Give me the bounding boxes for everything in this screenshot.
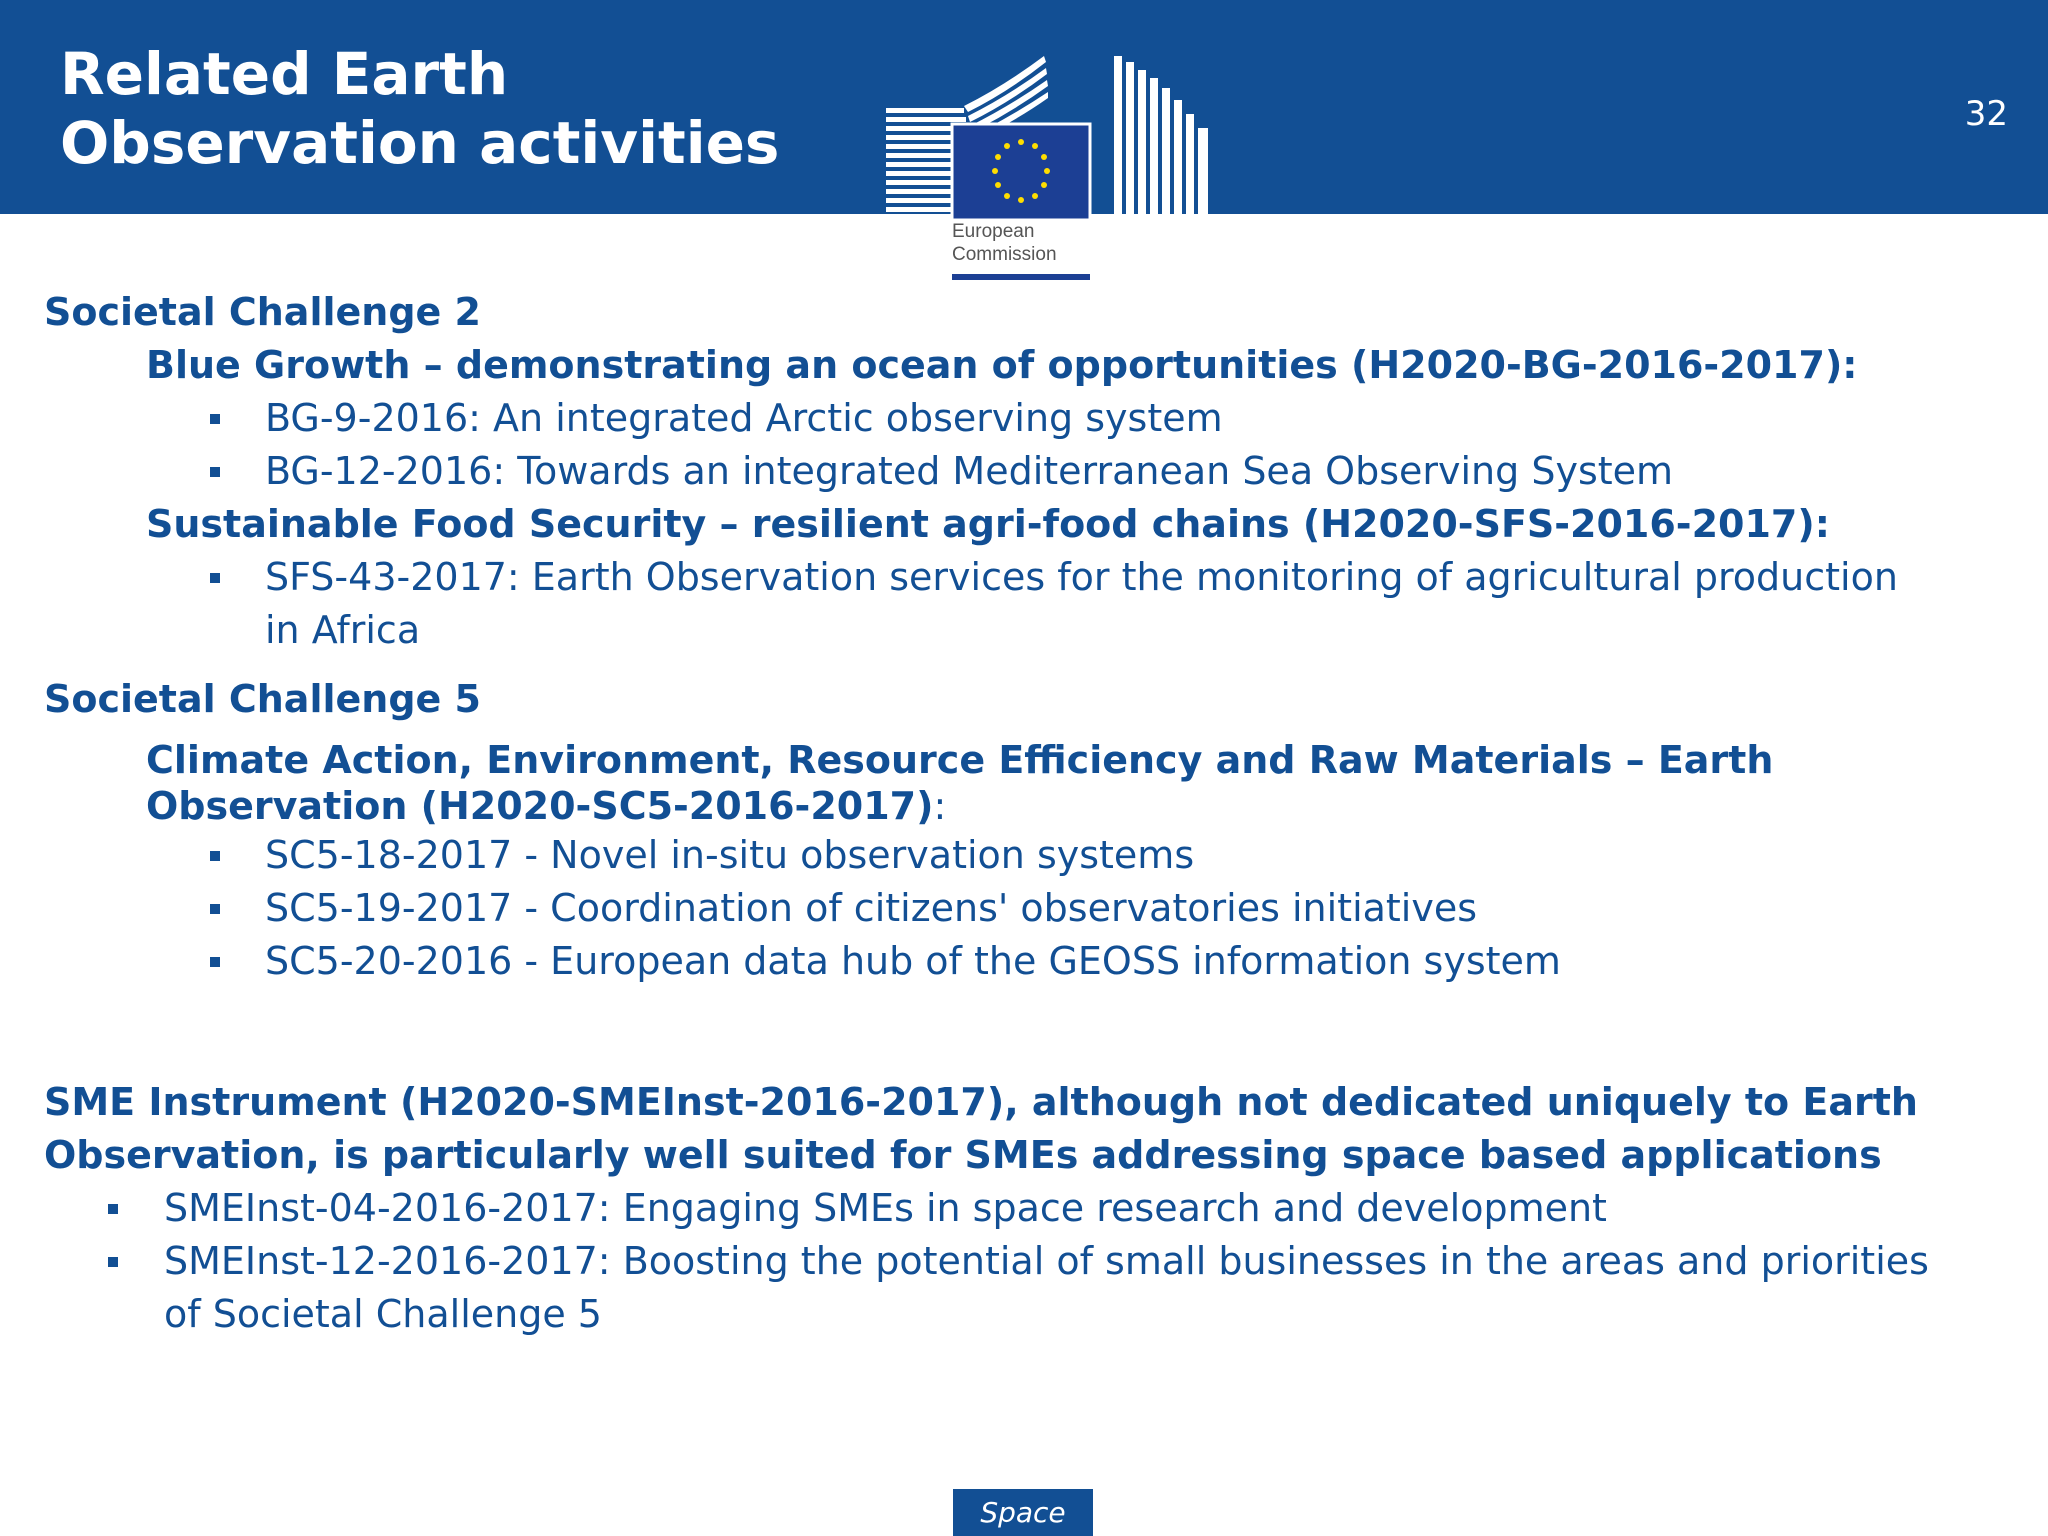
heading-sustainable-food-security: Sustainable Food Security – resilient agri-food chains (H2020-SFS-2016-2017): bbox=[146, 502, 1830, 546]
logo-text-european: European bbox=[952, 221, 1035, 242]
footer-space-tag: Space bbox=[953, 1489, 1093, 1536]
heading-societal-challenge-5: Societal Challenge 5 bbox=[44, 677, 481, 721]
heading-climate-action-text: Observation (H2020-SC5-2016-2017) bbox=[146, 784, 934, 828]
heading-blue-growth: Blue Growth – demonstrating an ocean of opportunities (H2020-BG-2016-2017): bbox=[146, 343, 1858, 387]
list-item-sfs-43: SFS-43-2017: Earth Observation services for the monitoring of agricultural production bbox=[265, 551, 1898, 604]
list-item-sc5-19: SC5-19-2017 - Coordination of citizens' observatories initiatives bbox=[265, 882, 1477, 935]
heading-climate-action-colon: : bbox=[933, 784, 947, 828]
list-item-smeinst-12: SMEInst-12-2016-2017: Boosting the potential of small businesses in the areas and priorities bbox=[164, 1235, 1929, 1288]
heading-sme-instrument-line-1: SME Instrument (H2020-SMEInst-2016-2017), although not dedicated uniquely to Earth bbox=[44, 1080, 1918, 1124]
heading-climate-action-line-1: Climate Action, Environment, Resource Efficiency and Raw Materials – Earth bbox=[146, 738, 1774, 782]
title-line-2: Observation activities bbox=[60, 109, 780, 177]
list-item-bg-12: BG-12-2016: Towards an integrated Mediterranean Sea Observing System bbox=[265, 445, 1673, 498]
list-item-smeinst-12-continued: of Societal Challenge 5 bbox=[164, 1292, 602, 1336]
logo-text-commission: Commission bbox=[952, 244, 1057, 265]
list-item-bg-9: BG-9-2016: An integrated Arctic observing system bbox=[265, 392, 1223, 445]
title-line-1: Related Earth bbox=[60, 40, 509, 108]
list-item-smeinst-04: SMEInst-04-2016-2017: Engaging SMEs in space research and development bbox=[164, 1182, 1607, 1235]
list-item-sc5-20: SC5-20-2016 - European data hub of the GEOSS information system bbox=[265, 935, 1561, 988]
heading-sme-instrument-line-2: Observation, is particularly well suited for SMEs addressing space based applications bbox=[44, 1133, 1882, 1177]
heading-societal-challenge-2: Societal Challenge 2 bbox=[44, 290, 481, 334]
list-item-sfs-43-continued: in Africa bbox=[265, 608, 421, 652]
heading-climate-action-line-2 bbox=[146, 783, 946, 829]
list-item-sc5-18: SC5-18-2017 - Novel in-situ observation systems bbox=[265, 829, 1194, 882]
page-number: 32 bbox=[1964, 94, 2008, 134]
